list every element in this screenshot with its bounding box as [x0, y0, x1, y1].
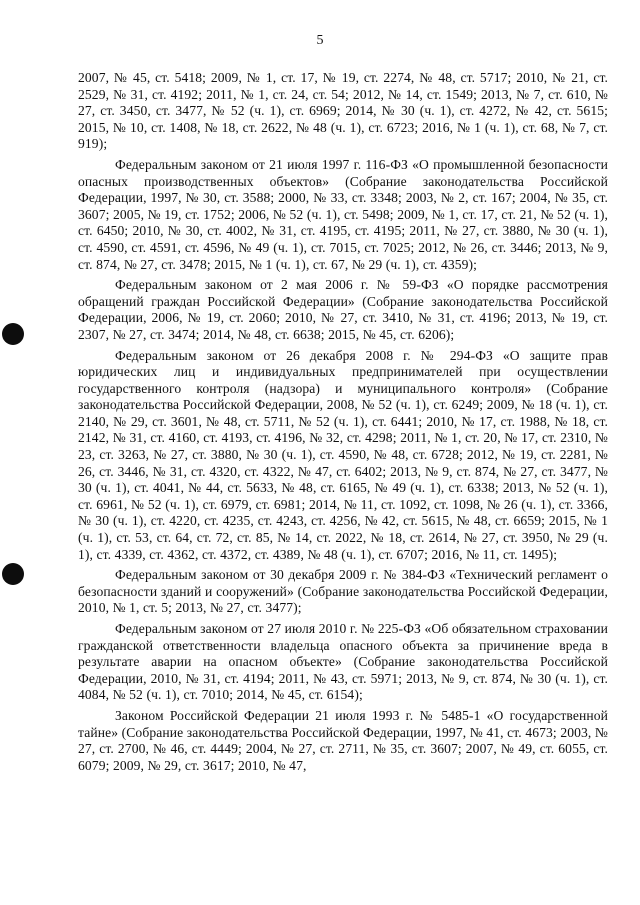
paragraph-law-294-fz: Федеральным законом от 26 декабря 2008 г. № 294-ФЗ «О защите прав юридических лиц и индивидуальных предпринимателей при осуществлении государственного контроля (надзора) и муниципального контроля» (Собрание законодательства Российской Федерации, 2008, № 52 (ч. 1), ст. 6249; 2009, № 18 (ч. 1), ст. 2140, № 29, ст. 3601, № 48, ст. 5711, № 52 (ч. 1), ст. 6441; 2010, № 17, ст. 1988, № 18, ст. 2142, № 31, ст. 4160, ст. 4193, ст. 4196, № 32, ст. 4298; 2011, № 1, ст. 20, № 17, ст. 2310, № 23, ст. 3263, № 27, ст. 3880, № 30 (ч. 1), ст. 4590, № 48, ст. 6728; 2012, № 19, ст. 2281, № 26, ст. 3446, № 31, ст. 4320, ст. 4322, № 47, ст. 6402; 2013, № 9, ст. 874, № 27, ст. 3477, № 30 (ч. 1), ст. 4041, № 44, ст. 5633, № 48, ст. 6165, № 49 (ч. 1), ст. 6338; 2013, № 52 (ч. 1), ст. 6961, № 52 (ч. 1), ст. 6979, ст. 6981; 2014, № 11, ст. 1092, ст. 1098, № 26 (ч. 1), ст. 3366, № 30 (ч. 1), ст. 4220, ст. 4235, ст. 4243, ст. 4256, № 42, ст. 5615, № 48, ст. 6659; 2015, № 1 (ч. 1), ст. 53, ст. 64, ст. 72, ст. 85, № 14, ст. 2022, № 18, ст. 2614, № 27, ст. 3950, № 29 (ч. 1), ст. 4339, ст. 4362, ст. 4372, ст. 4389, № 48 (ч. 1), ст. 6707; 2016, № 11, ст. 1495); — [78, 347, 608, 562]
paragraph-law-225-fz: Федеральным законом от 27 июля 2010 г. № 225-ФЗ «Об обязательном страховании гражданской ответственности владельца опасного объекта за причинение вреда в результате аварии на опасном объекте» (Собрание законодательства Российской Федерации, 2010, № 31, ст. 4194; 2011, № 43, ст. 5971; 2013, № 9, ст. 874, № 30 (ч. 1), ст. 4084, № 52 (ч. 1), ст. 7010; 2014, № 45, ст. 6154); — [78, 621, 608, 703]
paragraph-law-59-fz: Федеральным законом от 2 мая 2006 г. № 59-ФЗ «О порядке рассмотрения обращений граждан Российской Федерации» (Собрание законодательства Российской Федерации, 2006, № 19, ст. 2060; 2010, № 27, ст. 3410, № 31, ст. 4196; 2013, № 19, ст. 2307, № 27, ст. 3474; 2014, № 48, ст. 6638; 2015, № 45, ст. 6206); — [78, 277, 608, 342]
punch-hole-bottom — [2, 563, 24, 585]
page-number: 5 — [316, 33, 324, 48]
punch-hole-top — [2, 323, 24, 345]
paragraph-law-5485-1: Законом Российской Федерации 21 июля 1993 г. № 5485-1 «О государственной тайне» (Собрание законодательства Российской Федерации, 1997, № 41, ст. 4673; 2003, № 27, ст. 2700, № 46, ст. 4449; 2004, № 27, ст. 2711, № 35, ст. 3607; 2007, № 49, ст. 6055, ст. 6079; 2009, № 29, ст. 3617; 2010, № 47, — [78, 707, 608, 773]
paragraph-law-384-fz: Федеральным законом от 30 декабря 2009 г. № 384-ФЗ «Технический регламент о безопасности зданий и сооружений» (Собрание законодательства Российской Федерации, 2010, № 1, ст. 5; 2013, № 27, ст. 3477); — [78, 567, 608, 616]
paragraph-citations-continued: 2007, № 45, ст. 5418; 2009, № 1, ст. 17, № 19, ст. 2274, № 48, ст. 5717; 2010, № 21, ст. 2529, № 31, ст. 4192; 2011, № 1, ст. 24, ст. 54; 2012, № 14, ст. 1549; 2013, № 7, ст. 610, № 27, ст. 3450, ст. 3477, № 52 (ч. 1), ст. 6969; 2014, № 30 (ч. 1), ст. 4272, № 42, ст. 5615; 2015, № 10, ст. 1408, № 18, ст. 2622, № 48 (ч. 1), ст. 6723; 2016, № 1 (ч. 1), ст. 68, № 7, ст. 919); — [78, 70, 608, 152]
document-body — [78, 70, 608, 774]
paragraph-law-116-fz: Федеральным законом от 21 июля 1997 г. 116-ФЗ «О промышленной безопасности опасных производственных объектов» (Собрание законодательства Российской Федерации, 1997, № 30, ст. 3588; 2000, № 33, ст. 3348; 2003, № 2, ст. 167; 2004, № 35, ст. 3607; 2005, № 19, ст. 1752; 2006, № 52 (ч. 1), ст. 5498; 2009, № 1, ст. 17, ст. 21, № 52 (ч. 1), ст. 6450; 2010, № 30, ст. 4002, № 31, ст. 4195, ст. 4195; 2011, № 27, ст. 3880, № 30 (ч. 1), ст. 4590, ст. 4591, ст. 4596, № 49 (ч. 1), ст. 7015, ст. 7025; 2012, № 26, ст. 3446; 2013, № 9, ст. 874, № 27, ст. 3478; 2015, № 1 (ч. 1), ст. 67, № 29 (ч. 1), ст. 4359); — [78, 156, 608, 272]
